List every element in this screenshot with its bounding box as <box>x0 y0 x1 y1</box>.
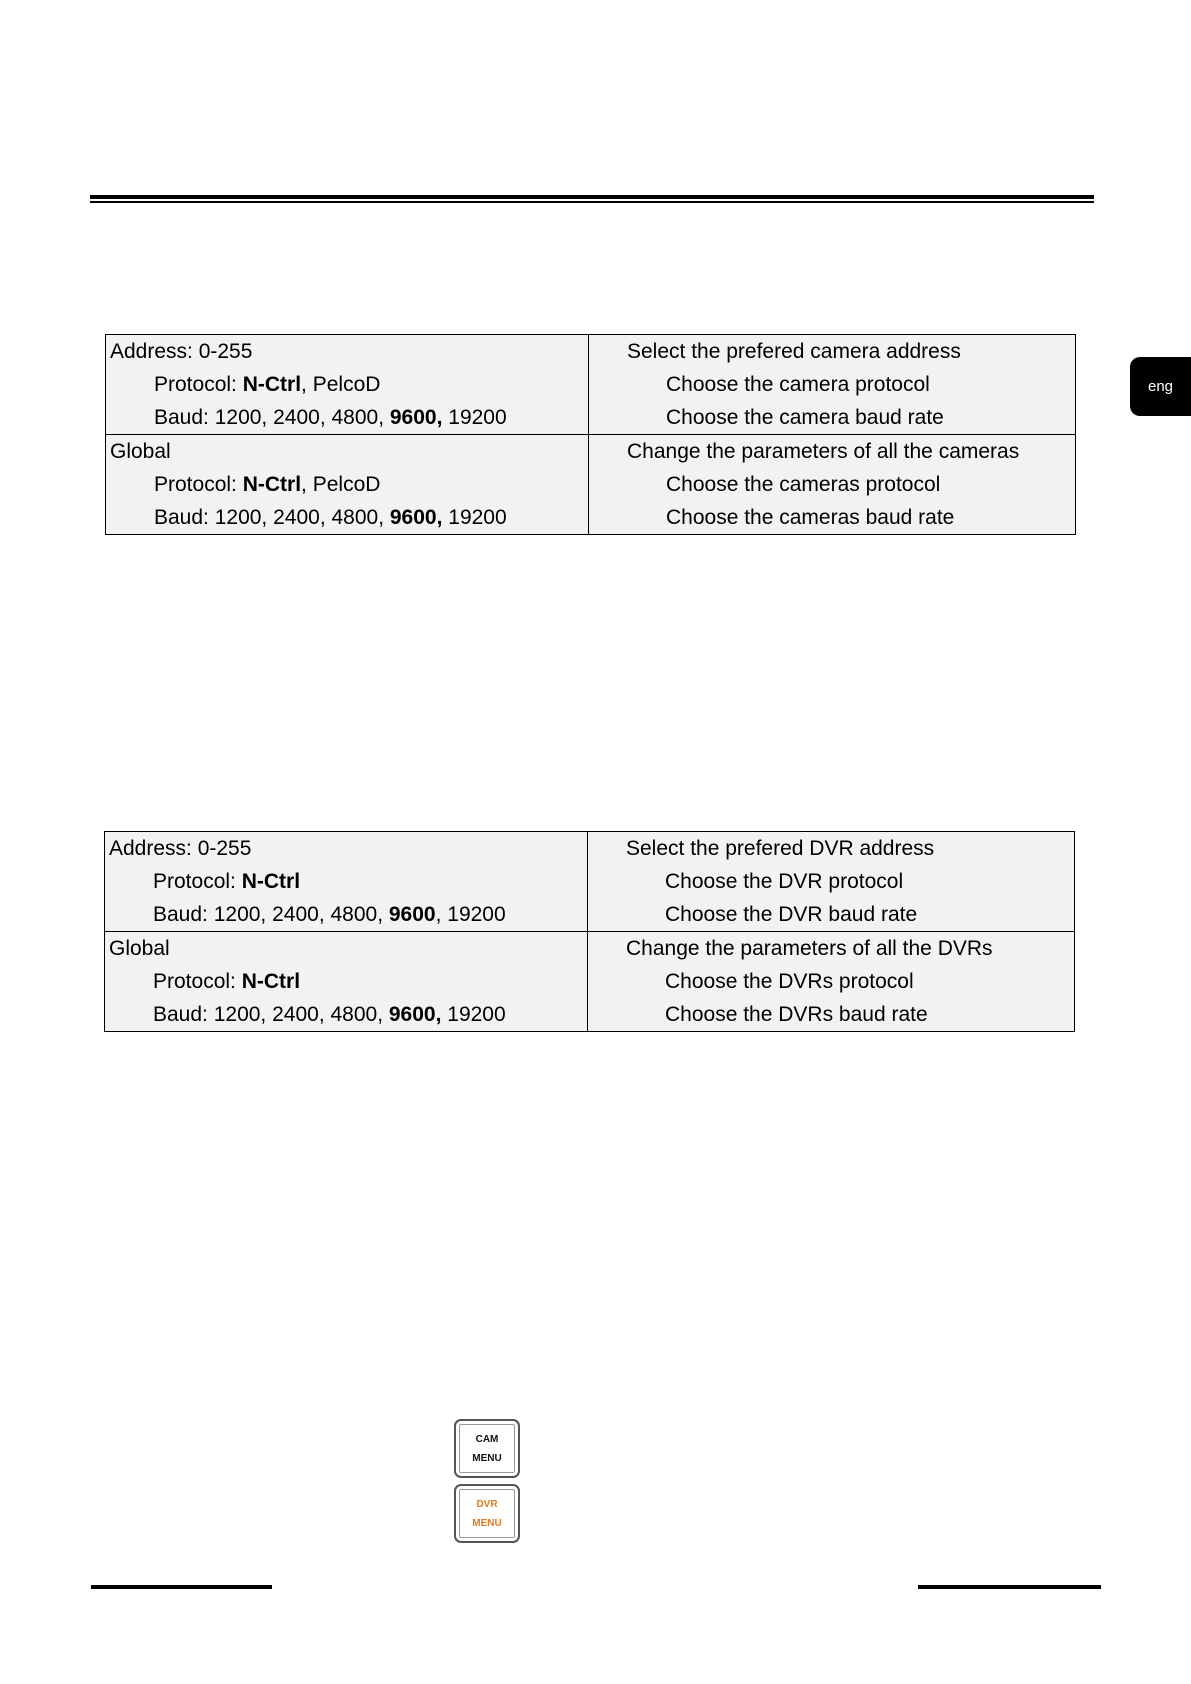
key-label: MENU <box>472 1517 502 1529</box>
language-tab: eng <box>1130 357 1191 416</box>
dvr-global-descriptions <box>588 932 1075 1032</box>
description: Change the parameters of all the cameras <box>627 440 1020 463</box>
description: Select the prefered DVR address <box>626 837 935 860</box>
dvr-settings-table <box>104 831 1075 1032</box>
description: Choose the camera protocol <box>666 373 930 396</box>
description: Choose the DVRs protocol <box>665 970 914 993</box>
cam-menu-key-icon <box>454 1419 520 1478</box>
header-rule-thin <box>90 201 1094 203</box>
header-rule <box>90 195 1094 199</box>
description: Change the parameters of all the DVRs <box>626 937 993 960</box>
protocol-options: Protocol: N-Ctrl, PelcoD <box>154 373 381 396</box>
default-baud: 9600, <box>388 1003 442 1026</box>
camera-address-options <box>106 335 589 435</box>
protocol-options: Protocol: N-Ctrl, PelcoD <box>154 473 381 496</box>
description: Choose the DVR protocol <box>665 870 904 893</box>
description: Choose the DVRs baud rate <box>665 1003 928 1026</box>
description: Select the prefered camera address <box>627 340 961 363</box>
camera-address-descriptions <box>589 335 1076 435</box>
table-row <box>105 832 1075 932</box>
camera-global-options <box>106 435 589 535</box>
camera-global-descriptions <box>589 435 1076 535</box>
default-baud: 9600 <box>388 903 436 926</box>
default-baud: 9600, <box>389 406 443 429</box>
table-row <box>106 335 1076 435</box>
description: Choose the DVR baud rate <box>665 903 918 926</box>
address-range: Address: 0-255 <box>109 837 252 860</box>
default-protocol: N-Ctrl <box>242 373 302 396</box>
footer-rule-right <box>918 1585 1101 1589</box>
key-label: CAM <box>475 1433 499 1445</box>
baud-options: Baud: 1200, 2400, 4800, 9600, 19200 <box>153 1003 506 1026</box>
dvr-address-descriptions <box>588 832 1075 932</box>
global-label: Global <box>110 440 171 463</box>
baud-options: Baud: 1200, 2400, 4800, 9600, 19200 <box>154 406 507 429</box>
dvr-menu-key-icon <box>454 1484 520 1543</box>
table-row <box>106 435 1076 535</box>
description: Choose the cameras baud rate <box>666 506 955 529</box>
default-baud: 9600, <box>389 506 443 529</box>
footer-rule-left <box>91 1585 272 1589</box>
baud-options: Baud: 1200, 2400, 4800, 9600, 19200 <box>154 506 507 529</box>
dvr-address-options <box>105 832 588 932</box>
table-row <box>105 932 1075 1032</box>
protocol-options: Protocol: N-Ctrl <box>153 970 301 993</box>
baud-options: Baud: 1200, 2400, 4800, 9600, 19200 <box>153 903 506 926</box>
description: Choose the camera baud rate <box>666 406 944 429</box>
default-protocol: N-Ctrl <box>241 970 301 993</box>
key-label: DVR <box>476 1498 498 1510</box>
protocol-options: Protocol: N-Ctrl <box>153 870 301 893</box>
default-protocol: N-Ctrl <box>242 473 302 496</box>
address-range: Address: 0-255 <box>110 340 253 363</box>
default-protocol: N-Ctrl <box>241 870 301 893</box>
camera-settings-table <box>105 334 1076 535</box>
dvr-global-options <box>105 932 588 1032</box>
description: Choose the cameras protocol <box>666 473 941 496</box>
global-label: Global <box>109 937 170 960</box>
key-label: MENU <box>472 1452 502 1464</box>
